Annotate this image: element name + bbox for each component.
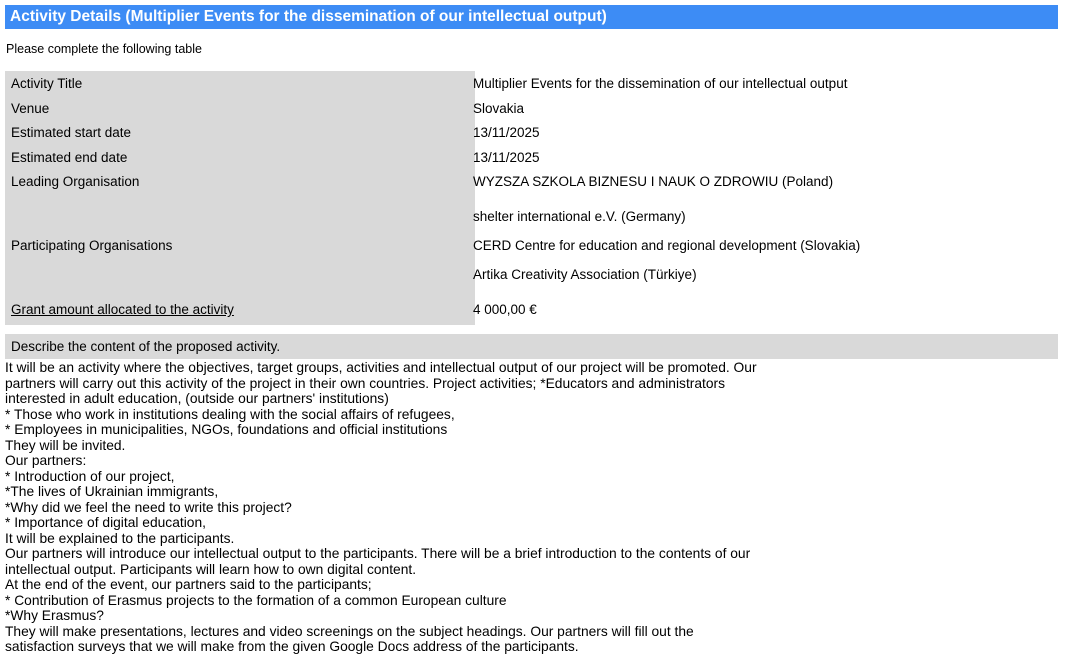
participating-organisations-label: Participating Organisations (11, 238, 173, 253)
description-line: Our partners: (5, 453, 87, 468)
venue-value: Slovakia (473, 101, 525, 116)
description-line: intellectual output. Participants will learn how to own digital content. (5, 561, 417, 577)
activity-description (5, 360, 1065, 655)
end-date-value: 13/11/2025 (473, 150, 540, 165)
description-line: It will be explained to the participants. (5, 530, 235, 546)
section-title: Activity Details (Multiplier Events for the dissemination of our intellectual output) (5, 5, 1058, 29)
leading-organisation-value: WYZSZA SZKOLA BIZNESU I NAUK O ZDROWIU (Poland) (473, 174, 834, 189)
description-line: * Those who work in institutions dealing with the social affairs of refugees, (5, 406, 455, 422)
description-line: satisfaction surveys that we will make from the given Google Docs address of the participants. (5, 639, 579, 654)
description-line: * Contribution of Erasmus projects to the formation of a common European culture (5, 592, 507, 608)
description-line: * Introduction of our project, (5, 468, 175, 484)
participating-organisation-2: CERD Centre for education and regional development (Slovakia) (473, 238, 861, 253)
description-line: *Why did we feel the need to write this project? (5, 499, 292, 515)
description-line: * Importance of digital education, (5, 515, 206, 530)
description-line: *Why Erasmus? (5, 608, 104, 623)
description-line: *The lives of Ukrainian immigrants, (5, 484, 219, 499)
description-line: interested in adult education, (outside our partners' institutions) (5, 391, 389, 406)
venue-label: Venue (11, 101, 50, 116)
participating-organisation-3: Artika Creativity Association (Türkiye) (473, 267, 697, 282)
describe-content-heading: Describe the content of the proposed activity. (5, 334, 1058, 359)
start-date-label: Estimated start date (11, 125, 132, 140)
label-column-background (5, 71, 475, 325)
description-line: * Employees in municipalities, NGOs, foundations and official institutions (5, 422, 448, 437)
activity-title-value: Multiplier Events for the dissemination of our intellectual output (473, 76, 848, 91)
grant-amount-value: 4 000,00 € (473, 302, 537, 317)
leading-organisation-label: Leading Organisation (11, 174, 140, 189)
activity-title-label: Activity Title (11, 76, 83, 91)
description-line: They will make presentations, lectures and video screenings on the subject headings. Our partners will fill out the (5, 623, 694, 639)
description-line: Our partners will introduce our intellectual output to the participants. There will be a brief introduction to the contents of our (5, 546, 751, 561)
description-line: It will be an activity where the objectives, target groups, activities and intellectual output of our project will be promoted. Our (5, 360, 757, 375)
description-line: partners will carry out this activity of the project in their own countries. Project activities; *Educators and administrators (5, 375, 726, 391)
end-date-label: Estimated end date (11, 150, 128, 165)
instruction-text: Please complete the following table (6, 42, 202, 56)
description-line: At the end of the event, our partners said to the participants; (5, 577, 372, 592)
grant-amount-label: Grant amount allocated to the activity (11, 302, 234, 317)
participating-organisation-1: shelter international e.V. (Germany) (473, 209, 686, 224)
start-date-value: 13/11/2025 (473, 125, 540, 140)
description-line: They will be invited. (5, 437, 126, 453)
